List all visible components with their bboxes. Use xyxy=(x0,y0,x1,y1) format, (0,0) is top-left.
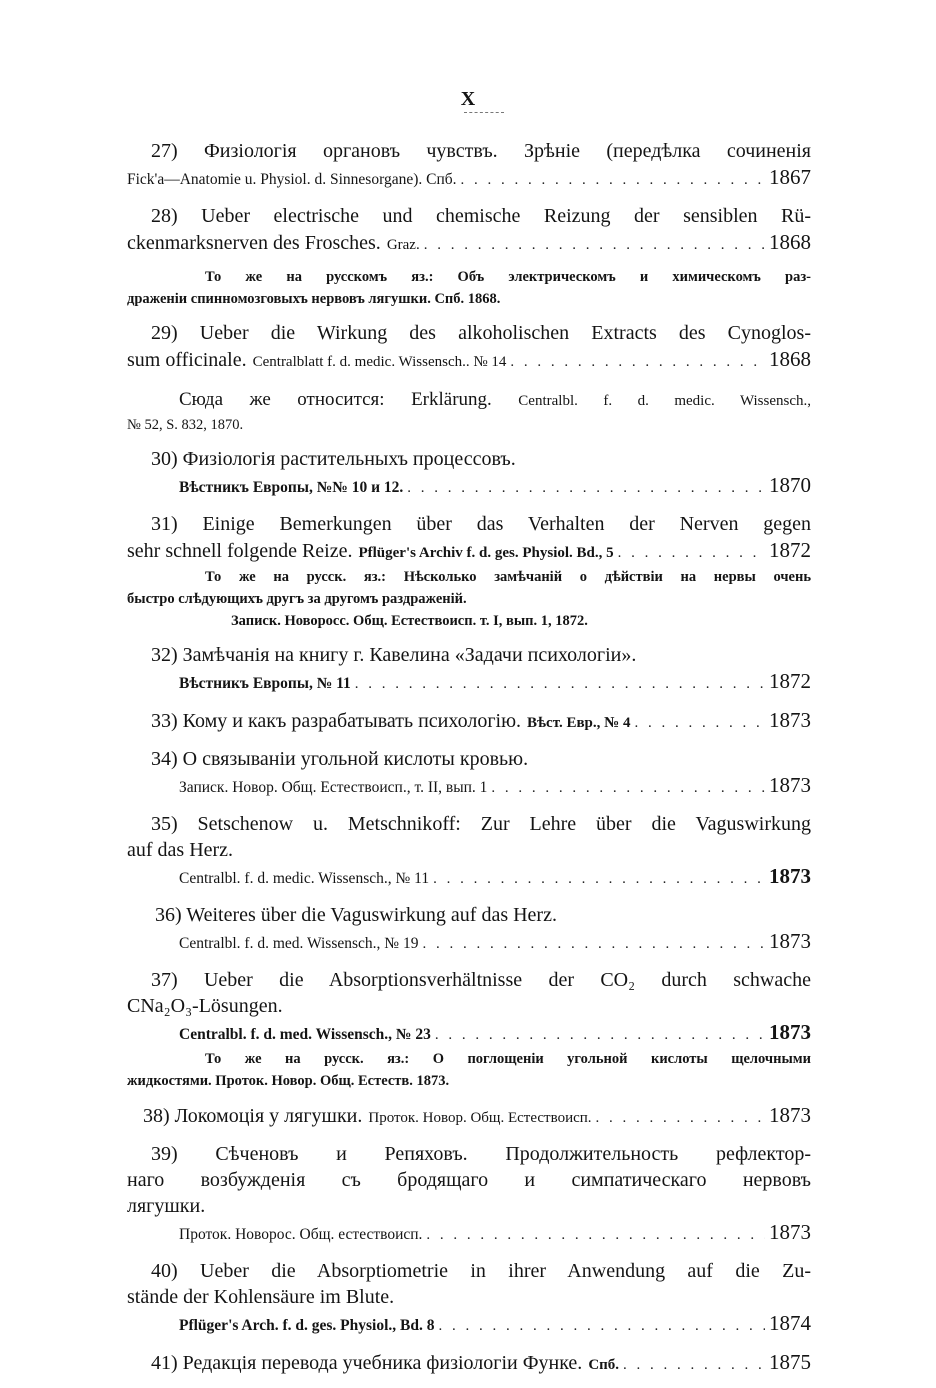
entry-source: Проток. Новор. Общ. Естествоисп. xyxy=(368,1110,592,1126)
leader-dots xyxy=(634,710,765,736)
entry-title: 37) Ueber die Absorptionsverhältnisse der CO₂ durch schwache xyxy=(151,969,811,991)
entry-note: То же на русск. яз.: Нѣсколько замѣчаній о дѣйствіи на нервы очень xyxy=(205,569,811,585)
entry-32 xyxy=(127,642,811,697)
entry-source: Записк. Новор. Общ. Естествоисп., т. II, вып. 1 xyxy=(179,779,488,796)
entry-40 xyxy=(127,1258,811,1339)
entry-title: 38) Локомоція у лягушки. xyxy=(143,1105,363,1127)
bibliography-list xyxy=(127,138,811,1388)
entry-38 xyxy=(127,1102,811,1131)
leader-dots xyxy=(433,866,765,892)
entry-year: 1867 xyxy=(769,165,811,189)
leader-dots xyxy=(407,475,765,501)
entry-title-end: sum officinale. xyxy=(127,349,247,371)
entry-note: То же на русск. яз.: О поглощеніи угольной кислоты щелочными xyxy=(205,1051,811,1067)
entry-source-line xyxy=(127,1349,811,1378)
entry-33 xyxy=(127,707,811,736)
entry-year: 1873 xyxy=(769,708,811,732)
entry-title: 35) Setschenow u. Metschnikoff: Zur Lehre über die Vaguswirkung xyxy=(151,813,811,835)
entry-year: 1873 xyxy=(769,864,811,888)
entry-note: жидкостями. Проток. Новор. Общ. Естеств. 1873. xyxy=(127,1073,450,1089)
entry-title: 39) Сѣченовъ и Репяховъ. Продолжительность рефлектор- xyxy=(151,1143,811,1165)
entry-source: Вѣст. Евр., № 4 xyxy=(527,715,631,731)
entry-source: Pflüger's Archiv f. d. ges. Physiol. Bd., 5 xyxy=(358,545,614,561)
entry-30 xyxy=(127,446,811,501)
entry-source-line xyxy=(127,707,811,736)
entry-source-line xyxy=(127,772,811,801)
entry-28 xyxy=(127,203,811,310)
entry-39 xyxy=(127,1141,811,1248)
entry-title-cont: лягушки. xyxy=(127,1195,206,1217)
entry-note: Записк. Новоросс. Общ. Естествоисп. т. I, вып. 1, 1872. xyxy=(231,613,588,629)
entry-title: 27) Физіологія органовъ чувствъ. Зрѣніе (передѣлка сочиненія xyxy=(151,140,811,162)
entry-source-line xyxy=(127,164,811,193)
entry-source: Спб. xyxy=(588,1357,620,1373)
entry-related xyxy=(127,387,811,414)
entry-note: драженіи спинномозговыхъ нервовъ лягушки. Спб. 1868. xyxy=(127,291,501,307)
entry-source: Fick'a—Anatomie u. Physiol. d. Sinnesorgane). Спб. xyxy=(127,171,457,188)
entry-31 xyxy=(127,511,811,632)
entry-source: Centralbl. f. d. med. Wissensch., № 23 xyxy=(179,1026,431,1043)
entry-year: 1868 xyxy=(769,347,811,371)
entry-34 xyxy=(127,746,811,801)
entry-title: 29) Ueber die Wirkung des alkoholischen Extracts des Cynoglos- xyxy=(151,322,811,344)
entry-source-line xyxy=(127,1102,811,1131)
leader-dots xyxy=(596,1105,765,1131)
entry-source: Centralblatt f. d. medic. Wissensch.. № 14 xyxy=(252,354,507,370)
entry-year: 1873 xyxy=(769,1103,811,1127)
entry-source-line xyxy=(127,928,811,957)
entry-source-line xyxy=(127,1219,811,1248)
entry-title-cont: наго возбужденія съ бродящаго и симпатическаго нервовъ xyxy=(127,1169,811,1191)
leader-dots xyxy=(426,1222,765,1248)
leader-dots xyxy=(424,232,765,258)
leader-dots xyxy=(623,1352,765,1378)
entry-title: 41) Редакція перевода учебника физіологіи Функе. xyxy=(151,1352,583,1374)
entry-source-line xyxy=(127,229,811,258)
entry-41 xyxy=(127,1349,811,1378)
entry-year: 1874 xyxy=(769,1311,811,1335)
entry-source-line xyxy=(127,668,811,697)
entry-37 xyxy=(127,967,811,1092)
entry-title: 33) Кому и какъ разрабатывать психологію. xyxy=(151,710,522,732)
entry-related-title: Сюда же относится: Erklärung. xyxy=(179,389,492,410)
page-number: X xyxy=(460,88,476,110)
entry-title: 40) Ueber die Absorptiometrie in ihrer Anwendung auf die Zu- xyxy=(151,1260,811,1282)
leader-dots xyxy=(510,349,765,375)
entry-source-line xyxy=(127,1019,811,1048)
entry-year: 1872 xyxy=(769,538,811,562)
entry-year: 1873 xyxy=(769,773,811,797)
entry-title: 36) Weiteres über die Vaguswirkung auf das Herz. xyxy=(155,904,557,926)
entry-source: Graz. xyxy=(386,237,420,253)
entry-source-line xyxy=(127,863,811,892)
entry-year: 1873 xyxy=(769,929,811,953)
entry-36 xyxy=(127,902,811,957)
entry-source: Centralbl. f. d. med. Wissensch., № 19 xyxy=(179,935,419,952)
entry-year: 1875 xyxy=(769,1350,811,1374)
entry-source-line xyxy=(127,472,811,501)
entry-source-line xyxy=(127,346,811,375)
leader-dots xyxy=(438,1313,765,1339)
page-number-underline xyxy=(464,112,504,114)
entry-source: Проток. Новорос. Общ. естествоисп. xyxy=(179,1226,423,1243)
entry-source-line xyxy=(127,537,811,566)
entry-related-cont: № 52, S. 832, 1870. xyxy=(127,417,244,433)
entry-note: То же на русскомъ яз.: Объ электрическомъ и химическомъ раз- xyxy=(205,269,811,285)
entry-title-cont: stände der Kohlensäure im Blute. xyxy=(127,1286,395,1308)
entry-title: 30) Физіологія растительныхъ процессовъ. xyxy=(151,448,516,470)
entry-year: 1873 xyxy=(769,1020,811,1044)
entry-title-cont: CNa₂O₃-Lösungen. xyxy=(127,995,283,1017)
entry-35 xyxy=(127,811,811,892)
entry-title: 32) Замѣчанія на книгу г. Кавелина «Задачи психологіи». xyxy=(151,644,637,666)
leader-dots xyxy=(461,167,765,193)
entry-related-source: Centralbl. f. d. medic. Wissensch., xyxy=(518,393,812,409)
entry-year: 1870 xyxy=(769,473,811,497)
entry-source: Вѣстникъ Европы, № 11 xyxy=(179,675,351,692)
leader-dots xyxy=(422,931,765,957)
entry-title-end: ckenmarksnerven des Frosches. xyxy=(127,232,381,254)
entry-title: 34) О связываніи угольной кислоты кровью. xyxy=(151,748,529,770)
entry-year: 1868 xyxy=(769,230,811,254)
entry-title: 28) Ueber electrische und chemische Reizung der sensiblen Rü- xyxy=(151,205,811,227)
entry-source: Вѣстникъ Европы, №№ 10 и 12. xyxy=(179,479,404,496)
leader-dots xyxy=(491,775,765,801)
entry-title: 31) Einige Bemerkungen über das Verhalten der Nerven gegen xyxy=(151,513,811,535)
leader-dots xyxy=(435,1022,765,1048)
entry-source: Pflüger's Arch. f. d. ges. Physiol., Bd. 8 xyxy=(179,1317,435,1334)
entry-year: 1872 xyxy=(769,669,811,693)
entry-title-cont: auf das Herz. xyxy=(127,839,234,861)
entry-27 xyxy=(127,138,811,193)
entry-29 xyxy=(127,320,811,436)
leader-dots xyxy=(618,540,765,566)
entry-title-end: sehr schnell folgende Reize. xyxy=(127,540,353,562)
leader-dots xyxy=(355,671,765,697)
entry-source: Centralbl. f. d. medic. Wissensch., № 11 xyxy=(179,870,430,887)
entry-year: 1873 xyxy=(769,1220,811,1244)
entry-source-line xyxy=(127,1310,811,1339)
entry-note: быстро слѣдующихъ другъ за другомъ раздраженій. xyxy=(127,591,467,607)
